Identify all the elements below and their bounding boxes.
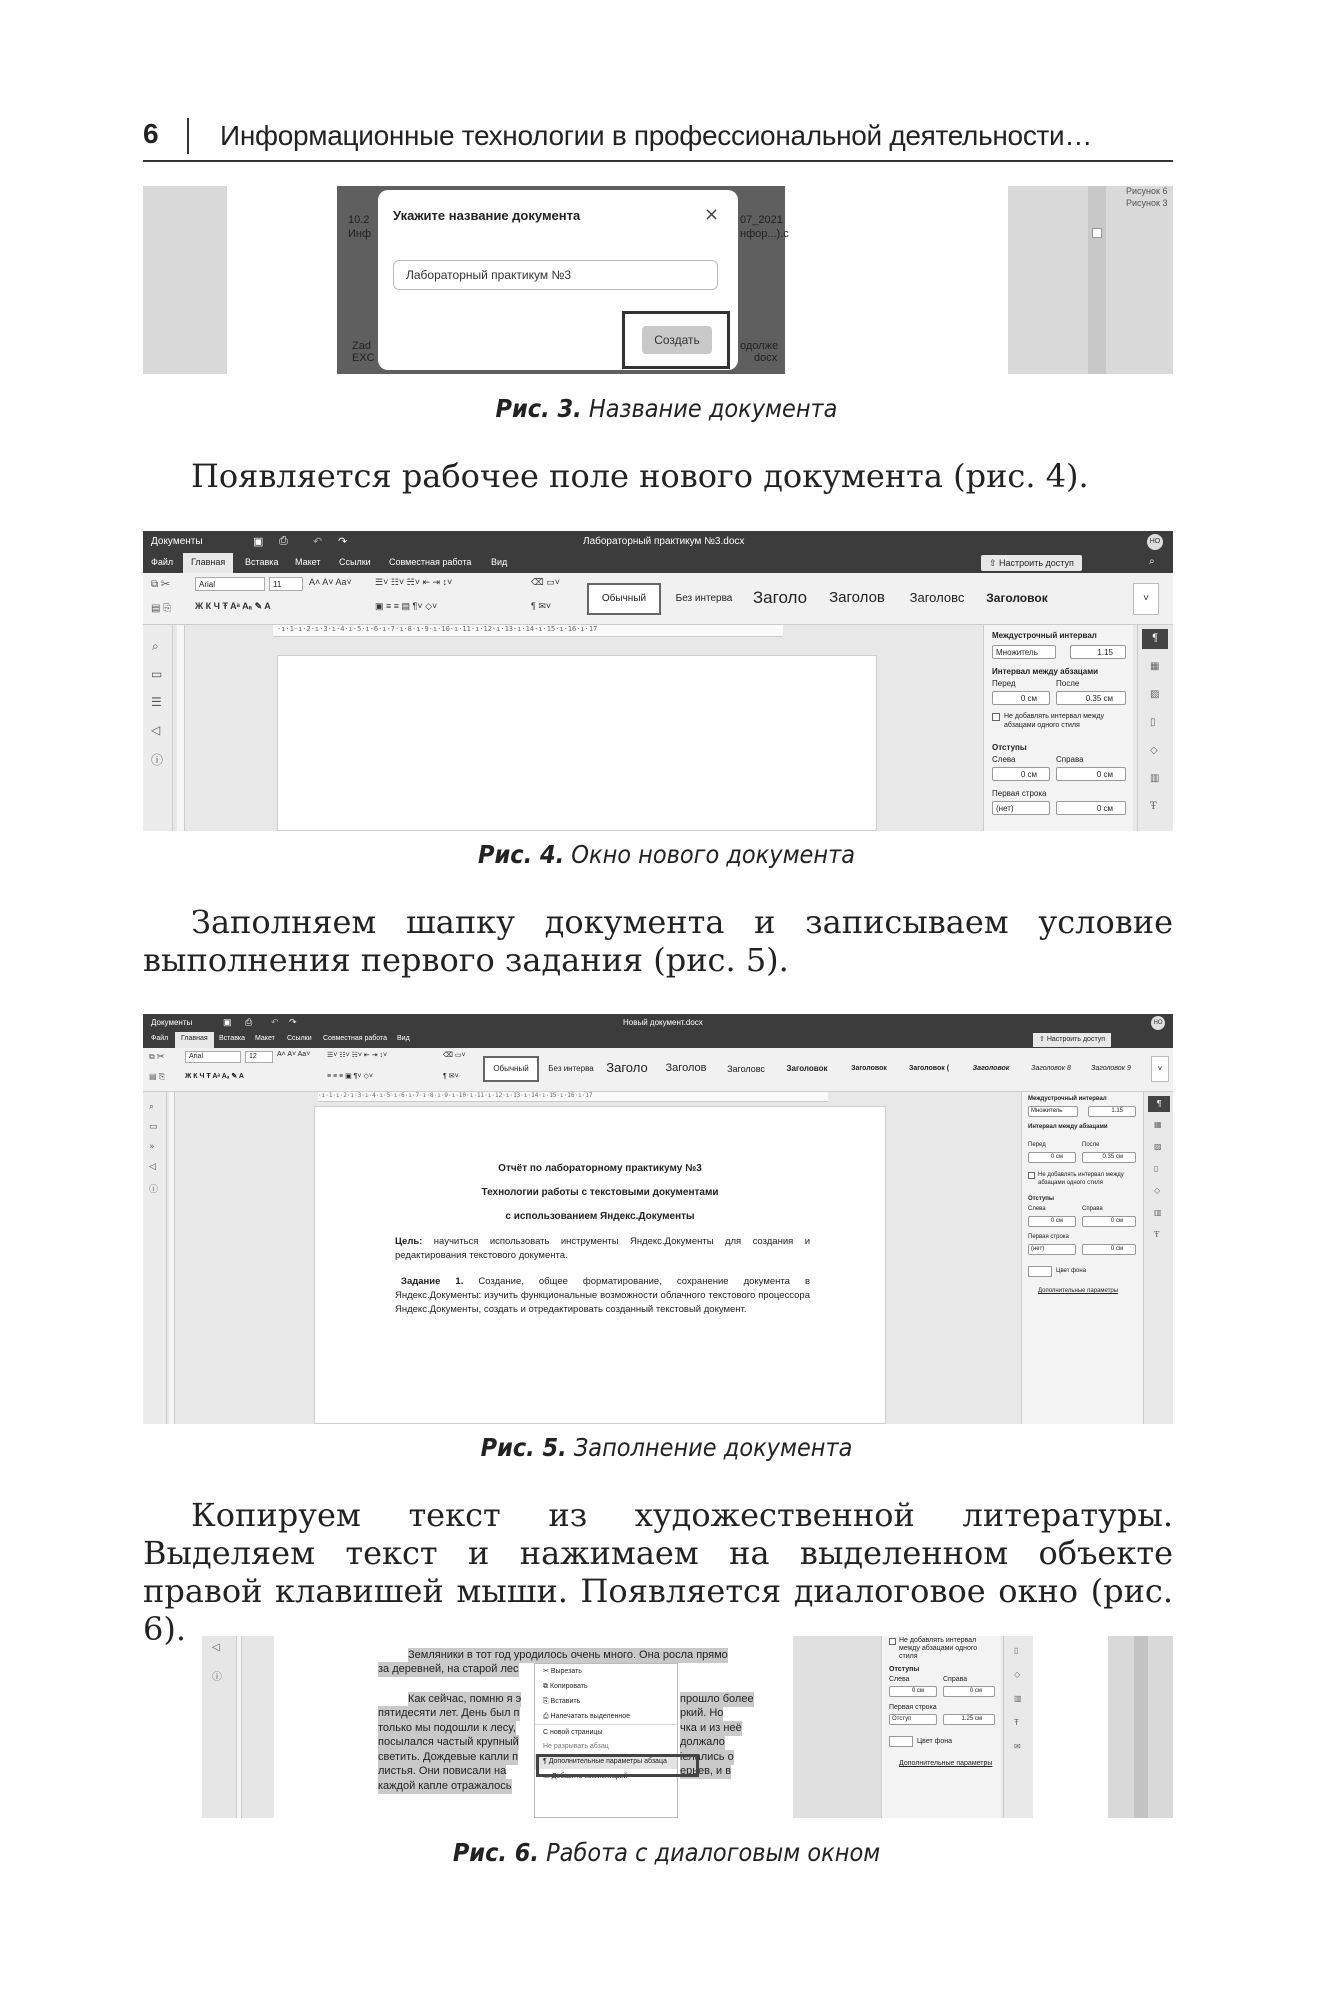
document-title: Лабораторный практикум №3.docx [583,536,745,547]
app-titlebar [143,531,1173,553]
line-spacing-title: Междустрочный интервал [992,631,1097,640]
fig3-bg-text: одолже [740,340,779,352]
fig3-bg-text: 10.2 [348,214,370,226]
header-footer-icon[interactable]: ▯ [1154,1164,1159,1173]
right-toolbar [1143,1092,1173,1424]
task-text: Создание, общее форматирование, сохранение документа в Яндекс.Документы: изучить функциональные возможности облачного текстового процессора Яндекс.Документы, создать и отредактировать созданный текстовый документ. [395,1276,810,1315]
context-menu [534,1663,678,1818]
header-footer-icon[interactable]: ▯ [1150,717,1156,728]
style-heading-5[interactable]: Заголовок [851,1065,887,1072]
app-name[interactable]: Документы [151,536,203,547]
first-line-value-input[interactable]: 1.25 см [943,1714,995,1725]
fig3-side-label: Рисунок 6 [1126,186,1168,196]
align-buttons[interactable]: ▣ ≡ ≡ ▤ ¶˅ ◇˅ [375,601,438,611]
styles-expand-button[interactable]: ˅ [1133,583,1159,615]
menu-item-label: Напечатать выделенное [550,1713,630,1720]
fig3-bg-text: EXC [352,352,375,364]
style-heading-9[interactable]: Заголовок 9 [1091,1065,1131,1072]
no-space-checkbox[interactable] [1028,1172,1035,1179]
menu-bar [143,1032,1173,1048]
formatting-toolbar [143,573,1173,625]
copy-icon[interactable]: ⧉ ✂ [151,579,171,590]
paint-format-icon[interactable]: ¶ ✉˅ [443,1073,459,1080]
caption-label: Рис. 4. [478,840,565,869]
style-heading-2[interactable]: Заголов [665,1062,707,1074]
text-line: Как сейчас, помню я э [408,1693,522,1705]
share-label: Настроить доступ [1046,1036,1106,1043]
task-paragraph [395,1275,810,1317]
shape-icon[interactable]: ◇ [1150,745,1158,756]
paragraph-icon[interactable]: ¶ [1148,1096,1170,1112]
list-buttons[interactable]: ☰˅ ☷˅ ☵˅ ⇤ ⇥ ↕˅ [375,577,453,587]
line-spacing-value-input[interactable]: 1.15 [1088,1106,1136,1117]
before-input[interactable]: 0 см [1028,1152,1076,1163]
paragraph-settings-panel [983,625,1133,831]
chart-icon[interactable]: ▥ [1014,1694,1022,1703]
menu-item-cut[interactable]: ✂ Вырезать [543,1668,582,1675]
left-indent-input[interactable]: 0 см [1028,1216,1076,1227]
goal-paragraph [395,1235,810,1263]
fig3-side-label: Рисунок 3 [1126,198,1168,208]
style-heading-7[interactable]: Заголовок [972,1065,1010,1072]
shape-icon[interactable]: ◇ [1014,1670,1021,1679]
no-space-label: Не добавлять интервал между абзацами одного стиля [1038,1172,1124,1186]
menu-item-label: Вставить [550,1698,581,1705]
chart-icon[interactable]: ▥ [1150,773,1160,784]
paragraph-3: Копируем текст из художественной литературы. Выделяем текст и нажимаем на выделенном объекте правой клавишей мыши. Появляется диалоговое окно (рис. 6). [143,1496,1173,1648]
create-button[interactable]: Создать [642,326,712,354]
bg-color-picker[interactable] [889,1736,913,1747]
first-line-label: Первая строка [889,1704,937,1711]
redo-icon[interactable]: ↷ [338,536,348,548]
fig3-bg-text: 07_2021 [740,214,783,226]
save-icon[interactable]: ▣ [223,1017,232,1027]
style-heading-6[interactable]: Заголовок ( [908,1065,950,1072]
horizontal-ruler: ·ı·1·ı·2·ı·3·ı·4·ı·5·ı·6·ı·7·ı·8·ı·9·ı·10·ı·11·ı·12·ı·13·ı·14·ı·15·ı·16·ı·17 [273,625,783,637]
doc-heading-3: с использованием Яндекс.Документы [505,1211,695,1222]
paragraph-1: Появляется рабочее поле нового документа (рис. 4). [191,457,1089,495]
line-spacing-type-select[interactable]: Множитель [992,645,1056,659]
text-line-right: ерьев, и в [680,1765,732,1777]
style-heading-2[interactable]: Заголов [829,589,885,606]
style-no-spacing[interactable]: Без интерва [548,1064,594,1073]
tab-references[interactable]: Ссылки [287,1035,312,1042]
share-button[interactable]: ⇧ Настроить доступ [981,555,1082,571]
text-style-buttons[interactable]: Ж К Ч Ŧ Aᵃ Aₐ ✎ A [195,601,271,611]
styles-expand-button[interactable]: ˅ [1151,1056,1169,1082]
no-space-label: Не добавлять интервал между абзацами одного стиля [1004,713,1104,729]
style-heading-1[interactable]: Заголо [752,588,808,607]
tab-layout[interactable]: Макет [295,557,321,567]
style-heading-4[interactable]: Заголовок [786,1064,828,1073]
redo-icon[interactable]: ↷ [289,1017,297,1027]
caption-label: Рис. 6. [452,1838,539,1867]
vertical-ruler [169,1092,175,1424]
document-page[interactable] [277,655,877,831]
line-spacing-title: Междустрочный интервал [1028,1096,1107,1102]
document-name-input[interactable]: Лабораторный практикум №3 [393,260,718,290]
tab-references[interactable]: Ссылки [339,557,371,567]
font-grow-icon[interactable]: A˄ A˅ Aa˅ [309,577,352,587]
text-line: листья. Они повисали на [378,1765,507,1777]
right-indent-input[interactable]: 0 см [1056,767,1126,781]
highlight-frame [536,1754,699,1777]
align-buttons[interactable]: ≡ ≡ ≡ ▣ ¶˅ ◇˅ [327,1073,373,1080]
text-line-right: ркий. Но [680,1707,724,1719]
right-indent-input[interactable]: 0 см [1082,1216,1136,1227]
menu-item-keep-together[interactable] [535,1739,677,1754]
fig3-bg-text: Zad [352,340,371,352]
navigation-icon[interactable]: » [149,1142,155,1152]
fig5-caption [0,1433,1333,1462]
fig3-left-crop [143,186,227,374]
no-space-checkbox[interactable] [889,1638,896,1645]
style-normal[interactable]: Обычный [587,583,661,615]
fig3-bg-text: Инф [348,228,372,240]
fig3-caption [0,394,1333,423]
left-label: Слева [889,1676,910,1683]
caption-text: Заполнение документа [566,1433,853,1462]
left-indent-input[interactable]: 0 см [889,1686,937,1697]
print-icon[interactable]: ⎙ [245,1017,253,1027]
copy-icon[interactable]: ⧉ ✂ [149,1052,165,1061]
text-line-right: прошло более [680,1693,754,1705]
paragraph-spacing-title: Интервал между абзацами [992,667,1099,676]
line-spacing-value-input[interactable]: 1.15 [1070,645,1126,659]
after-input[interactable]: 0.35 см [1082,1152,1136,1163]
first-line-type-select[interactable]: (нет) [992,801,1050,815]
menu-item-label: Копировать [549,1683,588,1690]
menu-item-print-selection[interactable]: ⎙ Напечатать выделенное [543,1713,630,1720]
clear-format-icon[interactable]: ⌫ ▭˅ [531,577,560,587]
style-normal[interactable]: Обычный [483,1056,539,1082]
font-size-select[interactable]: 12 [245,1051,273,1063]
text-line-right: чка и из неё [680,1722,742,1734]
mail-merge-icon[interactable]: ✉ [1014,1742,1021,1751]
first-line-type-select[interactable]: Отступ [889,1714,937,1725]
font-name-select[interactable]: Arial [185,1051,241,1063]
style-heading-3[interactable]: Заголовс [909,590,965,605]
caption-text: Работа с диалоговым окном [538,1838,881,1867]
text-line: только мы подошли к лесу, [378,1722,516,1734]
menu-item-add-comment[interactable]: ▭ Добавить комментарий [543,1773,628,1780]
text-line-right: должало [680,1736,725,1748]
after-label: После [1082,1142,1100,1148]
first-line-type-select[interactable]: (нет) [1028,1244,1076,1255]
feedback-icon[interactable]: ◁ [149,1162,156,1172]
menu-item-paste[interactable]: ⎘ Вставить [543,1698,581,1705]
after-input[interactable]: 0.35 см [1056,691,1126,705]
table-icon[interactable]: ▦ [1154,1120,1162,1129]
style-heading-8[interactable]: Заголовок 8 [1031,1065,1071,1072]
tab-home[interactable]: Главная [175,1032,214,1048]
right-toolbar [1003,1636,1033,1818]
undo-icon[interactable]: ↶ [313,536,323,548]
caption-text: Название документа [581,394,838,423]
text-line: за деревней, на старой лес [378,1663,519,1675]
page-number: 6 [143,118,159,149]
caption-label: Рис. 3. [495,394,582,423]
text-art-icon[interactable]: Ŧ [1014,1718,1019,1727]
paragraph-spacing-title: Интервал между абзацами [1028,1124,1108,1130]
chart-icon[interactable]: ▥ [1154,1208,1162,1217]
tab-insert[interactable]: Вставка [245,557,279,567]
menu-item-label: Дополнительные параметры абзаца [548,1758,667,1765]
left-toolbar [143,625,173,831]
advanced-settings-link[interactable]: Дополнительные параметры [1038,1288,1119,1294]
print-icon[interactable]: ⎙ [279,535,288,547]
menu-item-label: Не разрывать абзац [543,1743,609,1750]
before-input[interactable]: 0 см [992,691,1050,705]
navigation-icon[interactable]: ☰ [151,695,162,709]
first-line-value-input[interactable]: 0 см [1082,1244,1136,1255]
menu-item-copy[interactable]: ⧉ Копировать [543,1683,588,1690]
text-art-icon[interactable]: Ŧ [1150,801,1157,812]
fig3-bg-text: нфор...).c [740,228,789,240]
horizontal-ruler: ·ı·1·ı·2·ı·3·ı·4·ı·5·ı·6·ı·7·ı·8·ı·9·ı·10·ı·11·ı·12·ı·13·ı·14·ı·15·ı·16·ı·17 [318,1092,828,1102]
indents-title: Отступы [889,1666,920,1673]
undo-icon[interactable]: ↶ [271,1017,279,1027]
text-line: каждой капле отражалось [378,1780,512,1792]
style-heading-3[interactable]: Заголовс [727,1064,765,1074]
style-heading-4[interactable]: Заголовок [986,591,1048,605]
right-label: Справа [1082,1206,1103,1212]
fig6-right-crop [1108,1636,1173,1818]
feedback-icon[interactable]: ◁ [151,723,161,737]
header-divider [187,118,189,154]
app-name[interactable]: Документы [151,1018,193,1027]
avatar[interactable]: НО [1147,534,1163,550]
fig6-settings-panel [793,1636,1033,1818]
table-icon[interactable]: ▦ [1150,661,1160,672]
search-icon[interactable]: ⌕ [152,639,159,653]
advanced-settings-link[interactable]: Дополнительные параметры [899,1760,993,1767]
fig6-page-gap [793,1636,881,1818]
paragraph-settings-panel [1021,1092,1143,1424]
image-icon[interactable]: ▨ [1154,1142,1162,1151]
text-line: посылался частый крупный [378,1736,519,1748]
tab-view[interactable]: Вид [397,1035,410,1042]
search-icon[interactable]: ⌕ [1149,556,1155,567]
right-toolbar [1137,625,1173,831]
bg-color-label: Цвет фона [1056,1268,1087,1274]
tab-file[interactable]: Файл [151,1035,169,1042]
fig4-screenshot [143,531,1173,831]
avatar[interactable]: НО [1151,1016,1165,1030]
menu-item-label: С новой страницы [543,1729,603,1736]
font-size-select[interactable]: 11 [269,577,303,591]
after-label: После [1056,679,1080,688]
right-indent-input[interactable]: 0 см [943,1686,995,1697]
paragraph-icon[interactable]: ¶ [1142,629,1168,649]
left-toolbar [143,1092,167,1424]
tab-home[interactable]: Главная [183,553,233,573]
close-icon[interactable]: × [704,204,720,225]
left-label: Слева [1028,1206,1046,1212]
info-icon[interactable]: ⓘ [212,1672,222,1683]
text-line: пятидесяти лет. День был п [378,1707,520,1719]
comment-icon[interactable]: ▭ [151,667,163,681]
caption-label: Рис. 5. [480,1433,567,1462]
document-page[interactable] [314,1106,886,1424]
fig3-scroll [1088,186,1106,374]
no-space-label: Не добавлять интервал между абзацами одного стиля [899,1637,978,1660]
vertical-ruler [236,1636,242,1818]
menu-item-label: Добавить комментарий [551,1773,628,1780]
text-art-icon[interactable]: Ŧ [1154,1230,1160,1239]
text-style-buttons[interactable]: Ж К Ч Ŧ Aᵃ Aₐ ✎ A [185,1073,244,1080]
fig6-scroll [1134,1636,1148,1818]
first-line-label: Первая строка [992,789,1047,798]
fig6-panel-body [881,1636,1001,1818]
indents-title: Отступы [1028,1196,1055,1202]
document-title: Новый документ.docx [623,1018,703,1027]
doc-heading-1: Отчёт по лабораторному практикуму №3 [498,1163,702,1174]
paste-icon[interactable]: ▤ ⎘ [149,1072,166,1081]
paragraph-2: Заполняем шапку документа и записываем условие выполнения первого задания (рис. 5). [143,903,1173,979]
tab-layout[interactable]: Макет [255,1035,275,1042]
doc-heading-2: Технологии работы с текстовыми документами [481,1187,719,1198]
text-line-right: іелались о [680,1751,734,1763]
tab-collaboration[interactable]: Совместная работа [323,1035,388,1042]
fig4-caption [0,840,1333,869]
menu-item-paragraph-settings[interactable]: ¶ Дополнительные параметры абзаца [535,1754,677,1769]
right-label: Справа [1056,755,1084,764]
save-icon[interactable]: ▣ [253,536,264,548]
font-name-select[interactable]: Arial [195,577,265,591]
first-line-label: Первая строка [1028,1234,1069,1240]
fig3-scroll-thumb [1092,228,1102,238]
before-label: Перед [992,679,1016,688]
vertical-ruler [177,625,185,831]
paste-icon[interactable]: ▤ ⎘ [151,603,172,614]
text-line: светить. Дождевые капли п [378,1751,519,1763]
tab-insert[interactable]: Вставка [219,1035,246,1042]
feedback-icon[interactable]: ◁ [212,1642,220,1653]
goal-label: Цель: [395,1236,423,1247]
style-no-spacing[interactable]: Без интерва [675,593,733,604]
tab-view[interactable]: Вид [491,557,508,567]
style-heading-1[interactable]: Заголо [606,1060,648,1075]
menu-item-label: Вырезать [550,1668,582,1675]
bg-color-picker[interactable] [1028,1266,1052,1277]
dialog-title: Укажите название документа [393,208,581,223]
share-button[interactable]: ⇧ Настроить доступ [1033,1033,1111,1047]
goal-text: научиться использовать инструменты Яндекс.Документы для создания и редактирования текстового документа. [395,1236,810,1261]
tab-collaboration[interactable]: Совместная работа [389,557,472,567]
app-titlebar [143,1014,1173,1032]
left-label: Слева [992,755,1016,764]
fig3-bg-text: docx [754,352,778,364]
text-line: Земляники в тот год уродилось очень много. Она росла прямо [408,1649,728,1661]
first-line-value-input[interactable]: 0 см [1056,801,1126,815]
comment-icon[interactable]: ▭ [149,1122,158,1132]
menu-item-new-page[interactable] [535,1724,677,1739]
info-icon[interactable]: ⓘ [149,1185,159,1195]
fig6-left-crop [202,1636,274,1818]
share-label: Настроить доступ [999,558,1074,568]
tab-file[interactable]: Файл [151,557,174,567]
search-icon[interactable]: ⌕ [149,1102,155,1112]
bg-color-label: Цвет фона [917,1738,953,1745]
fig6-caption [0,1838,1333,1867]
header-footer-icon[interactable]: ▯ [1014,1646,1019,1655]
shape-icon[interactable]: ◇ [1154,1186,1161,1195]
task-label: Задание 1. [401,1276,464,1287]
list-buttons[interactable]: ☰˅ ☷˅ ☵˅ ⇤ ⇥ ↕˅ [327,1052,388,1059]
fig5-screenshot [143,1014,1173,1424]
paint-format-icon[interactable]: ¶ ✉˅ [531,601,552,611]
caption-text: Окно нового документа [564,840,855,869]
no-space-checkbox[interactable] [992,713,1000,721]
header-rule [143,160,1173,162]
right-label: Справа [943,1676,968,1683]
before-label: Перед [1028,1142,1046,1148]
left-indent-input[interactable]: 0 см [992,767,1050,781]
font-grow-icon[interactable]: A˄ A˅ Aa˅ [277,1051,311,1058]
line-spacing-type-select[interactable]: Множитель [1028,1106,1078,1117]
indents-title: Отступы [992,743,1027,752]
running-title: Информационные технологии в профессиональной деятельности… [220,120,1093,151]
formatting-toolbar [143,1048,1173,1092]
info-icon[interactable]: ⓘ [151,753,164,767]
clear-format-icon[interactable]: ⌫ ▭˅ [443,1052,466,1059]
image-icon[interactable]: ▨ [1150,689,1160,700]
menu-bar [143,553,1173,573]
